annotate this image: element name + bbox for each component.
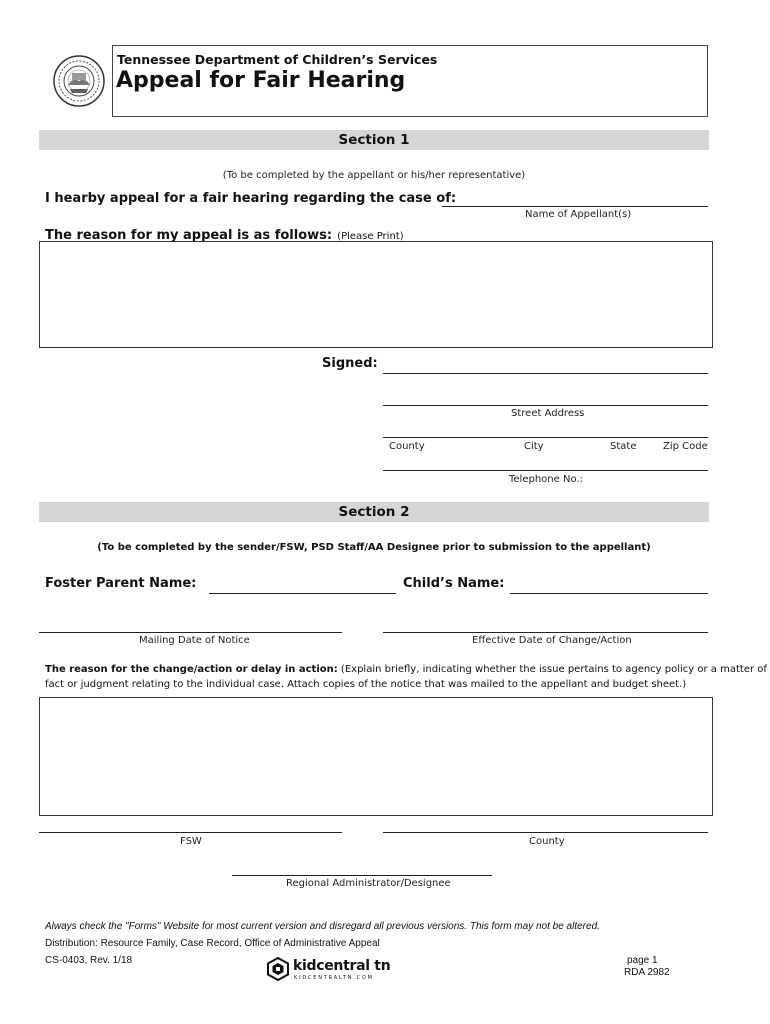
state-seal-icon xyxy=(53,55,105,107)
section-2-county-input[interactable] xyxy=(383,815,712,833)
logo-url: KIDCENTRALTN.COM xyxy=(294,975,374,981)
street-address-label: Street Address xyxy=(511,408,585,419)
regional-administrator-label: Regional Administrator/Designee xyxy=(286,878,451,889)
foster-parent-label: Foster Parent Name: xyxy=(45,576,197,591)
mailing-date-label: Mailing Date of Notice xyxy=(139,635,250,646)
state-label: State xyxy=(610,441,637,452)
appeal-reason-textarea[interactable] xyxy=(39,241,713,348)
department-name: Tennessee Department of Children’s Services xyxy=(117,52,438,67)
regional-administrator-line xyxy=(232,875,492,876)
appellant-name-line xyxy=(442,206,708,207)
fsw-line xyxy=(39,832,342,833)
mailing-date-input[interactable] xyxy=(39,615,346,633)
section-2-heading: Section 2 xyxy=(39,502,709,522)
city-label: City xyxy=(524,441,544,452)
section-1-heading: Section 1 xyxy=(39,130,709,150)
child-name-input[interactable] xyxy=(510,576,712,594)
section-1-instruction: (To be completed by the appellant or his/her representative) xyxy=(222,170,526,181)
telephone-label: Telephone No.: xyxy=(509,474,583,485)
kidcentral-logo-icon xyxy=(266,957,290,981)
signed-label: Signed: xyxy=(322,356,378,371)
fsw-label: FSW xyxy=(180,836,202,847)
signature-input[interactable] xyxy=(383,356,712,374)
child-name-line xyxy=(510,593,708,594)
change-reason-bold: The reason for the change/action or delay in action: xyxy=(45,664,338,675)
logo-wordmark: kidcentral tn xyxy=(293,958,391,974)
change-reason-instruction xyxy=(45,662,767,692)
forms-notice: Always check the "Forms" Website for most current version and disregard all previous versions. This form may not be altered. xyxy=(45,921,600,932)
fsw-input[interactable] xyxy=(39,815,346,833)
county-city-state-zip-line xyxy=(383,437,708,438)
header-box xyxy=(112,45,708,117)
foster-parent-name-input[interactable] xyxy=(209,576,400,594)
section-2-county-label: County xyxy=(529,836,565,847)
rda-number: RDA 2982 xyxy=(624,967,670,978)
effective-date-label: Effective Date of Change/Action xyxy=(472,635,632,646)
appeal-statement: I hearby appeal for a fair hearing regarding the case of: xyxy=(45,191,457,206)
form-number: CS-0403, Rev. 1/18 xyxy=(45,955,133,966)
page-title: Appeal for Fair Hearing xyxy=(116,68,406,93)
section-2-county-line xyxy=(383,832,708,833)
foster-parent-name-line xyxy=(209,593,396,594)
child-name-label: Child’s Name: xyxy=(403,576,505,591)
telephone-line xyxy=(383,470,708,471)
effective-date-line xyxy=(383,632,708,633)
page-number: page 1 xyxy=(627,955,658,966)
reason-label: The reason for my appeal is as follows: xyxy=(45,228,333,243)
mailing-date-line xyxy=(39,632,342,633)
signature-line xyxy=(383,373,708,374)
distribution-list: Distribution: Resource Family, Case Record, Office of Administrative Appeal xyxy=(45,938,380,949)
street-address-line xyxy=(383,405,708,406)
county-label: County xyxy=(389,441,425,452)
change-reason-line-2: fact or judgment relating to the individual case. Attach copies of the notice that was mailed to the appellant and budget sheet.) xyxy=(45,679,687,690)
change-reason-line-1: (Explain briefly, indicating whether the issue pertains to agency policy or a matter of xyxy=(337,664,767,675)
reason-hint: (Please Print) xyxy=(337,231,404,242)
change-reason-textarea[interactable] xyxy=(39,697,713,816)
zip-code-label: Zip Code xyxy=(663,441,708,452)
section-2-instruction: (To be completed by the sender/FSW, PSD Staff/AA Designee prior to submission to the appellant) xyxy=(97,542,651,553)
regional-administrator-input[interactable] xyxy=(232,858,496,876)
kidcentral-logo xyxy=(266,956,391,982)
appellant-name-label: Name of Appellant(s) xyxy=(525,209,632,220)
effective-date-input[interactable] xyxy=(383,615,712,633)
